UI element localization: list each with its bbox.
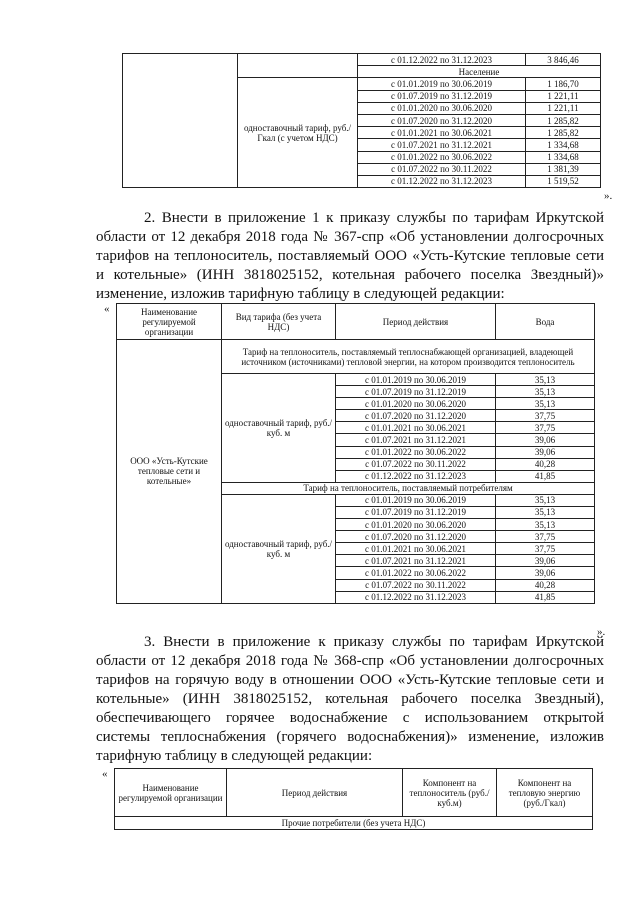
value-cell: 1 221,11 xyxy=(526,90,601,102)
column-header: Период действия xyxy=(336,304,496,340)
period-cell: с 01.01.2021 по 30.06.2021 xyxy=(336,543,496,555)
period-cell: с 01.01.2021 по 30.06.2021 xyxy=(336,422,496,434)
period-cell: с 01.07.2022 по 30.11.2022 xyxy=(336,579,496,591)
paragraph-2 xyxy=(96,209,604,304)
period-cell: с 01.01.2019 по 30.06.2019 xyxy=(358,78,526,90)
column-header: Наименование регулируемой организации xyxy=(117,304,222,340)
value-cell: 40,28 xyxy=(496,579,595,591)
period-cell: с 01.01.2019 по 30.06.2019 xyxy=(336,374,496,386)
column-header: Период действия xyxy=(227,769,403,817)
value-cell: 1 381,39 xyxy=(526,163,601,175)
value-cell: 1 186,70 xyxy=(526,78,601,90)
paragraph-2-text: 2. Внести в приложение 1 к приказу службы по тарифам Иркутской области от 12 декабря 2018 года № 367-спр «Об установлении долгосрочных тарифов на теплоноситель, поставляемый ООО «Усть-Кутские тепловые сети и котельные» (ИНН 3818025152, котельная рабочего поселка Звездный)» изменение, изложив тарифную таблицу в следующей редакции: xyxy=(96,210,604,302)
organization-cell: ООО «Усть-Кутские тепловые сети и котельные» xyxy=(117,340,222,604)
section-header: Тариф на теплоноситель, поставляемый теплоснабжающей организацией, владеющей источником (источниками) тепловой энергии, на котором производится теплоноситель xyxy=(222,340,595,374)
period-cell: с 01.07.2020 по 31.12.2020 xyxy=(358,114,526,126)
period-cell: с 01.07.2022 по 30.11.2022 xyxy=(336,458,496,470)
period-cell: с 01.01.2020 по 30.06.2020 xyxy=(336,519,496,531)
table-3-open-mark: « xyxy=(102,768,108,780)
table-1-close-mark: ». xyxy=(604,190,613,202)
period-cell: с 01.01.2019 по 30.06.2019 xyxy=(336,494,496,506)
period-cell: с 01.01.2020 по 30.06.2020 xyxy=(358,102,526,114)
value-cell: 37,75 xyxy=(496,543,595,555)
period-cell: с 01.12.2022 по 31.12.2023 xyxy=(358,54,526,66)
period-cell: с 01.12.2022 по 31.12.2023 xyxy=(336,470,496,482)
period-cell: с 01.07.2022 по 30.11.2022 xyxy=(358,163,526,175)
period-cell: с 01.12.2022 по 31.12.2023 xyxy=(358,175,526,187)
column-header: Вода xyxy=(496,304,595,340)
section-header: Прочие потребители (без учета НДС) xyxy=(115,817,593,830)
value-cell: 1 334,68 xyxy=(526,151,601,163)
period-cell: с 01.07.2019 по 31.12.2019 xyxy=(336,506,496,518)
table-row xyxy=(123,54,601,66)
table-row xyxy=(115,817,593,830)
value-cell: 39,06 xyxy=(496,567,595,579)
value-cell: 41,85 xyxy=(496,591,595,603)
tariff-table-3 xyxy=(114,768,593,830)
value-cell: 37,75 xyxy=(496,410,595,422)
value-cell: 39,06 xyxy=(496,555,595,567)
value-cell: 40,28 xyxy=(496,458,595,470)
value-cell: 1 221,11 xyxy=(526,102,601,114)
period-cell: с 01.01.2022 по 30.06.2022 xyxy=(336,446,496,458)
table-row xyxy=(117,340,595,374)
period-cell: с 01.01.2020 по 30.06.2020 xyxy=(336,398,496,410)
column-header: Вид тарифа (без учета НДС) xyxy=(222,304,336,340)
period-cell: с 01.07.2019 по 31.12.2019 xyxy=(336,386,496,398)
period-cell: с 01.01.2022 по 30.06.2022 xyxy=(358,151,526,163)
value-cell: 41,85 xyxy=(496,470,595,482)
value-cell: 39,06 xyxy=(496,434,595,446)
tariff-table-2 xyxy=(116,303,595,604)
section-header: Население xyxy=(358,66,601,78)
column-header: Компонент на тепловую энергию (руб./Гкал) xyxy=(497,769,593,817)
paragraph-3 xyxy=(96,633,604,766)
value-cell: 1 519,52 xyxy=(526,175,601,187)
period-cell: с 01.01.2022 по 30.06.2022 xyxy=(336,567,496,579)
tariff-type-cell: одноставочный тариф, руб./куб. м xyxy=(222,374,336,483)
value-cell: 1 285,82 xyxy=(526,114,601,126)
section-header: Тариф на теплоноситель, поставляемый потребителям xyxy=(222,482,595,494)
value-cell: 35,13 xyxy=(496,374,595,386)
empty-tariff-cell xyxy=(238,54,358,78)
period-cell: с 01.07.2021 по 31.12.2021 xyxy=(336,434,496,446)
value-cell: 37,75 xyxy=(496,422,595,434)
table-2-open-mark: « xyxy=(104,303,110,315)
value-cell: 1 285,82 xyxy=(526,127,601,139)
tariff-type-cell: одноставочный тариф, руб./Гкал (с учетом НДС) xyxy=(238,78,358,188)
value-cell: 35,13 xyxy=(496,494,595,506)
paragraph-3-text: 3. Внести в приложение к приказу службы по тарифам Иркутской области от 12 декабря 2018 года № 368-спр «Об установлении долгосрочных тарифов на горячую воду в отношении ООО «Усть-Кутские тепловые сети и котельные» (ИНН 3818025152, котельная рабочего поселка Звездный), обеспечивающего горячее водоснабжение с использованием открытой системы теплоснабжения (горячего водоснабжения)» изменение, изложив тарифную таблицу в следующей редакции: xyxy=(96,634,604,764)
period-cell: с 01.07.2021 по 31.12.2021 xyxy=(358,139,526,151)
column-header: Компонент на теплоноситель (руб./куб.м) xyxy=(403,769,497,817)
value-cell: 1 334,68 xyxy=(526,139,601,151)
column-header: Наименование регулируемой организации xyxy=(115,769,227,817)
value-cell: 35,13 xyxy=(496,398,595,410)
table-2-close-mark: ». xyxy=(597,626,606,638)
period-cell: с 01.07.2021 по 31.12.2021 xyxy=(336,555,496,567)
header-row xyxy=(115,769,593,817)
period-cell: с 01.07.2019 по 31.12.2019 xyxy=(358,90,526,102)
value-cell: 35,13 xyxy=(496,386,595,398)
value-cell: 37,75 xyxy=(496,531,595,543)
value-cell: 35,13 xyxy=(496,519,595,531)
period-cell: с 01.07.2020 по 31.12.2020 xyxy=(336,410,496,422)
header-row xyxy=(117,304,595,340)
value-cell: 3 846,46 xyxy=(526,54,601,66)
tariff-type-cell: одноставочный тариф, руб./куб. м xyxy=(222,494,336,603)
empty-org-cell xyxy=(123,54,238,188)
period-cell: с 01.12.2022 по 31.12.2023 xyxy=(336,591,496,603)
value-cell: 39,06 xyxy=(496,446,595,458)
value-cell: 35,13 xyxy=(496,506,595,518)
period-cell: с 01.07.2020 по 31.12.2020 xyxy=(336,531,496,543)
tariff-table-1 xyxy=(122,53,601,188)
period-cell: с 01.01.2021 по 30.06.2021 xyxy=(358,127,526,139)
